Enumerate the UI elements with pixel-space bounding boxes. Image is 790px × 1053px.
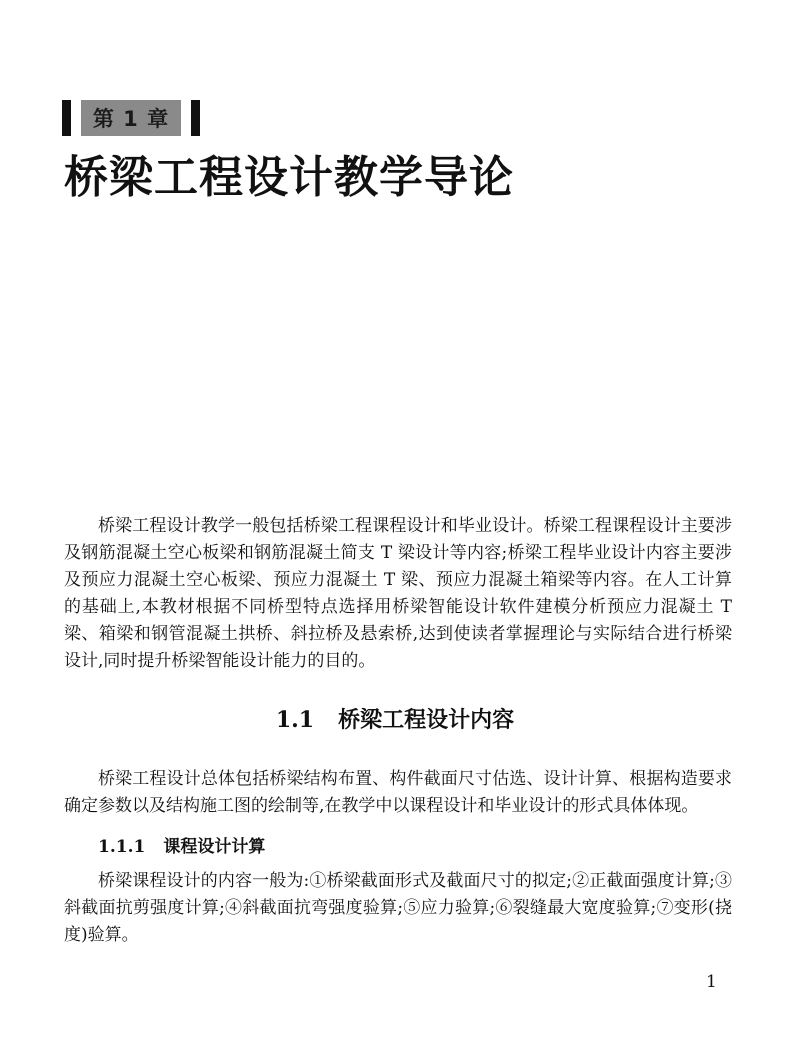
section-heading bbox=[0, 703, 790, 734]
intro-paragraph: 桥梁工程设计教学一般包括桥梁工程课程设计和毕业设计。桥梁工程课程设计主要涉及钢筋混凝土空心板梁和钢筋混凝土简支 T 梁设计等内容;桥梁工程毕业设计内容主要涉及预应力混凝土空心板梁、预应力混凝土 T 梁、预应力混凝土箱梁等内容。在人工计算的基础上,本教材根据不同桥型特点选择用桥梁智能设计软件建模分析预应力混凝土 T 梁、箱梁和钢管混凝土拱桥、斜拉桥及悬索桥,达到使读者掌握理论与实际结合进行桥梁设计,同时提升桥梁智能设计能力的目的。 bbox=[64, 516, 732, 671]
subsection-heading bbox=[98, 832, 265, 857]
subsection-paragraph: 桥梁课程设计的内容一般为:①桥梁截面形式及截面尺寸的拟定;②正截面强度计算;③斜截面抗剪强度计算;④斜截面抗弯强度验算;⑤应力验算;⑥裂缝最大宽度验算;⑦变形(挠度)验算。 bbox=[64, 871, 732, 945]
chapter-title: 桥梁工程设计教学导论 bbox=[64, 152, 514, 203]
chapter-label: 第 1 章 bbox=[81, 100, 181, 136]
page-number: 1 bbox=[706, 972, 717, 992]
section-paragraph: 桥梁工程设计总体包括桥梁结构布置、构件截面尺寸估选、设计计算、根据构造要求确定参数以及结构施工图的绘制等,在教学中以课程设计和毕业设计的形式具体体现。 bbox=[64, 769, 732, 816]
subsection-title: 课程设计计算 bbox=[163, 837, 266, 857]
section-title: 桥梁工程设计内容 bbox=[338, 707, 515, 733]
section-number: 1.1 bbox=[275, 707, 315, 733]
chapter-label-left-bar bbox=[62, 100, 71, 136]
chapter-label-right-bar bbox=[191, 100, 200, 136]
subsection-number: 1.1.1 bbox=[98, 837, 146, 857]
chapter-label-badge bbox=[62, 100, 200, 136]
